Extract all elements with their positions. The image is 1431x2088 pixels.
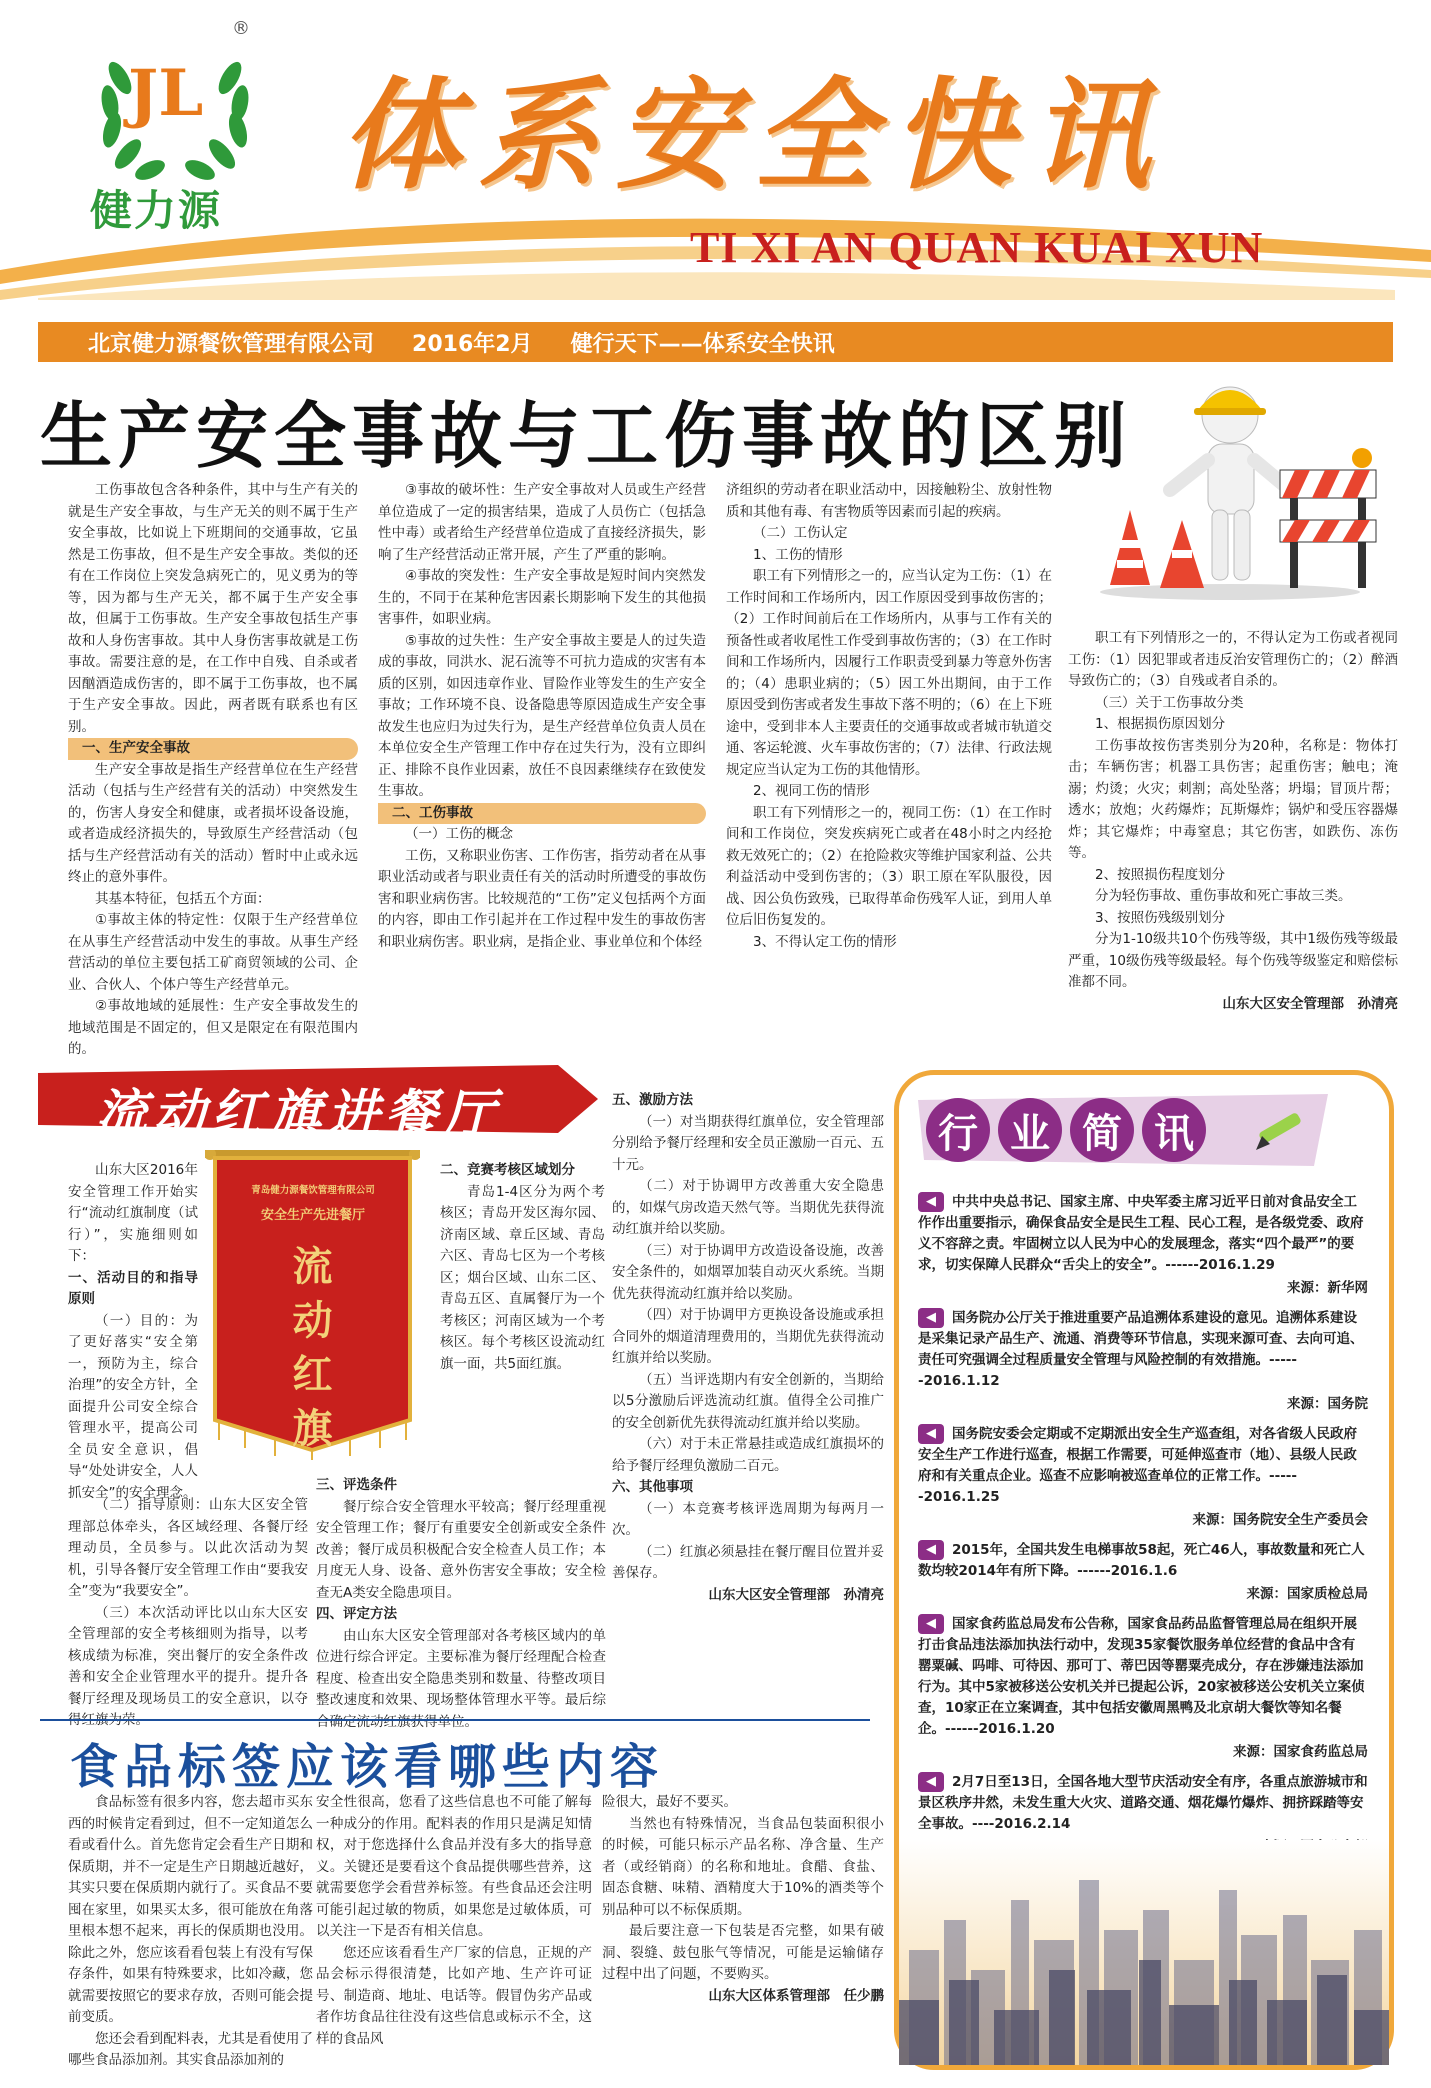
paragraph: 工伤事故按伤害类别分为20种，名称是：物体打击；车辆伤害；机器工具伤害；起重伤害；触电；淹溺；灼烫；火灾；刺割；高处坠落；坍塌；冒顶片帮；透水；放炮；火药爆炸；瓦斯爆炸；锅炉和受压容器爆炸；其它爆炸；中毒窒息；其它伤害，如跌伤、冻伤等。 bbox=[1068, 737, 1398, 861]
news-title-char: 讯 bbox=[1142, 1098, 1206, 1162]
company-logo bbox=[80, 18, 270, 235]
paragraph: 最后要注意一下包装是否完整，如果有破洞、裂缝、鼓包胀气等情况，可能是运输储存过程中出了问题，不要购买。 bbox=[602, 1923, 884, 1982]
paragraph: 2、按照损伤程度划分 bbox=[1095, 866, 1226, 883]
flag-subtitle: 安全生产先进餐厅 bbox=[260, 1208, 365, 1223]
section-heading: 三、评选条件 bbox=[316, 1477, 397, 1493]
article-3-column-3 bbox=[602, 1792, 884, 2007]
paragraph: 您还会看到配料表，尤其是看使用了哪些食品添加剂。其实食品添加剂的 bbox=[68, 2030, 313, 2068]
info-bar bbox=[38, 322, 1393, 362]
paragraph: ⑤事故的过失性：生产安全事故主要是人的过失造成的事故，同洪水、泥石流等不可抗力造成的灾害有本质的区别，如因违章作业、冒险作业等发生的生产安全事故；工作环境不良、设备隐患等原因造成生产安全事故发生也应归为过失行为，是生产经营单位负责人员在本单位安全生产管理工作中存在过失行为，没有立即纠正、排除不良作业因素，放任不良因素继续存在致使发生事故。 bbox=[378, 632, 706, 799]
red-flag-illustration bbox=[205, 1150, 420, 1460]
news-title-char: 简 bbox=[1070, 1098, 1134, 1162]
flag-char: 动 bbox=[292, 1297, 333, 1344]
paragraph: 职工有下列情形之一的，不得认定为工伤或者视同工伤：（1）因犯罪或者违反治安管理伤亡的；（2）醉酒导致伤亡的；（3）自残或者自杀的。 bbox=[1068, 630, 1398, 689]
news-text: 国家食药监总局发布公告称，国家食品药品监督管理总局在组织开展打击食品违法添加执法行动中，发现35家餐饮服务单位经营的食品中含有罂粟碱、吗啡、可待因、那可丁、蒂巴因等罂粟壳成分，存在涉嫌违法添加行为。其中5家被移送公安机关并已提起公诉，20家被移送公安机关立案侦查，10家正在立案调查，其中包括安徽周黑鸭及北京胡大餐饮等知名餐企。------2016.1.20 bbox=[918, 1616, 1365, 1737]
news-source: 来源：新华网 bbox=[1287, 1280, 1368, 1296]
newsletter-title: 体系安全快讯 bbox=[340, 65, 1168, 206]
paragraph: （二）对于协调甲方改善重大安全隐患的，如煤气房改造天然气等。当期优先获得流动红旗并给以奖励。 bbox=[612, 1178, 884, 1237]
news-text: 2015年，全国共发生电梯事故58起，死亡46人，事故数量和死亡人数均较2014年有所下降。------2016.1.6 bbox=[918, 1542, 1365, 1579]
article-2-column-3 bbox=[612, 1090, 884, 1606]
paragraph: ③事故的破坏性：生产安全事故对人员或生产经营单位造成了一定的损害结果，造成了人员伤亡（包括急性中毒）或者给生产经营单位造成了直接经济损失，影响了生产经营活动正常开展，产生了严重的影响。 bbox=[378, 482, 706, 563]
worker-illustration bbox=[1090, 370, 1380, 600]
news-text: 国务院安委会定期或不定期派出安全生产巡查组，对各省级人民政府安全生产工作进行巡查，根据工作需要，可延伸巡查市（地）、县级人民政府和有关重点企业。巡查不应影响被巡查单位的正常工作。------2016.1.25 bbox=[918, 1426, 1357, 1505]
article-1-column-2 bbox=[378, 480, 706, 953]
paragraph: 餐厅综合安全管理水平较高；餐厅经理重视安全管理工作；餐厅有重要安全创新或安全条件改善；餐厅成员积极配合安全检查人员工作；本月度无人身、设备、意外伤害安全事故；安全检查无A类安全隐患项目。 bbox=[316, 1498, 606, 1601]
paragraph: 1、工伤的情形 bbox=[753, 546, 843, 563]
flag-char: 流 bbox=[292, 1243, 333, 1290]
masthead bbox=[0, 0, 1431, 310]
news-item bbox=[918, 1192, 1368, 1296]
flag-text bbox=[205, 1240, 420, 1456]
section-heading: 二、工伤事故 bbox=[378, 803, 706, 825]
paragraph: ④事故的突发性：生产安全事故是短时间内突然发生的，不同于在某种危害因素长期影响下发生的其他损害事件，如职业病。 bbox=[378, 568, 706, 627]
paragraph: 2、视同工伤的情形 bbox=[753, 783, 870, 799]
paragraph: 分为1-10级共10个伤残等级，其中1级伤残等级最严重，10级伤残等级最轻。每个伤残等级鉴定和赔偿标准都不同。 bbox=[1068, 931, 1398, 990]
industry-news-title bbox=[918, 1094, 1328, 1166]
city-skyline-illustration bbox=[899, 1840, 1389, 2065]
flag-char: 红 bbox=[292, 1351, 333, 1398]
paragraph: 职工有下列情形之一的，视同工伤：（1）在工作时间和工作岗位，突发疾病死亡或者在48小时之内经抢救无效死亡的；（2）在抢险救灾等维护国家利益、公共利益活动中受到伤害的；（3）职工原在军队服役，因战、因公负伤致残，已取得革命伤残军人证，到用人单位后旧伤复发的。 bbox=[726, 804, 1052, 928]
paragraph: （一）本竞赛考核评选周期为每两月一次。 bbox=[612, 1500, 884, 1538]
paragraph: ②事故地域的延展性：生产安全事故发生的地域范围是不固定的，但又是限定在有限范围内的。 bbox=[68, 998, 358, 1057]
news-text: 中共中央总书记、国家主席、中央军委主席习近平日前对食品安全工作作出重要指示，确保食品安全是民生工程、民心工程，是各级党委、政府义不容辞之责。牢固树立以人民为中心的发展理念，落实“四个最严”的要求，切实保障人民群众“舌尖上的安全”。------2016.1.29 bbox=[918, 1194, 1364, 1273]
speaker-icon: ◀ bbox=[918, 1192, 944, 1212]
company-name: 北京健力源餐饮管理有限公司 bbox=[88, 331, 375, 357]
paragraph: （三）对于协调甲方改造设备设施，改善安全条件的，如烟罩加装自动灭火系统。当期优先获得流动红旗并给以奖励。 bbox=[612, 1242, 884, 1302]
section-heading: 二、竞赛考核区域划分 bbox=[440, 1162, 575, 1178]
article-1-column-4 bbox=[1068, 628, 1398, 1015]
paragraph: （一）目的：为了更好落实“安全第一，预防为主，综合治理”的安全方针，全面提升公司安全综合管理水平，提高公司全员安全意识，倡导“处处讲安全，人人抓安全”的安全理念。 bbox=[68, 1312, 198, 1501]
article-3-title: 食品标签应该看哪些内容 bbox=[70, 1739, 665, 1795]
paragraph: （四）对于协调甲方更换设备设施或承担合同外的烟道清理费用的，当期优先获得流动红旗并给以奖励。 bbox=[612, 1307, 884, 1366]
article-3-rule bbox=[40, 1712, 870, 1728]
speaker-icon: ◀ bbox=[918, 1614, 944, 1634]
paragraph: 工伤，又称职业伤害、工作伤害，指劳动者在从事职业活动或者与职业责任有关的活动时所遭受的事故伤害和职业病伤害。比较规范的“工伤”定义包括两个方面的内容，即由工作引起并在工作过程中发生的事故伤害和职业病伤害。职业病，是指企业、事业单位和个体经 bbox=[378, 847, 706, 950]
industry-news-title-text bbox=[926, 1098, 1206, 1162]
pen-icon bbox=[1248, 1100, 1318, 1160]
news-item bbox=[918, 1614, 1368, 1760]
paragraph: 3、不得认定工伤的情形 bbox=[753, 933, 897, 950]
paragraph: 分为轻伤事故、重伤事故和死亡事故三类。 bbox=[1095, 888, 1352, 904]
paragraph: 由山东大区安全管理部对各考核区域内的单位进行综合评定。主要标准为餐厅经理配合检查程度、检查出安全隐患类别和数量、待整改项目整改速度和效果、现场整体管理水平等。最后综合确定流动红旗获得单位。 bbox=[316, 1627, 606, 1730]
paragraph: ①事故主体的特定性：仅限于生产经营单位在从事生产经营活动中发生的事故。从事生产经营活动的单位主要包括工矿商贸领域的公司、企业、合伙人、个体户等生产经营单元。 bbox=[68, 912, 358, 993]
flag-company: 青岛健力源餐饮管理有限公司 bbox=[251, 1185, 375, 1196]
news-source: 来源：国务院 bbox=[1287, 1396, 1368, 1412]
news-text: 国务院办公厅关于推进重要产品追溯体系建设的意见。追溯体系建设是采集记录产品生产、流通、消费等环节信息，实现来源可查、去向可追、责任可究强调全过程质量安全管理与风险控制的有效措施。------2016.1.12 bbox=[918, 1310, 1364, 1389]
newsletter-pinyin: TI XI AN QUAN KUAI XUN bbox=[690, 223, 1264, 272]
logo-mark: JL bbox=[128, 56, 204, 131]
section-heading: 一、生产安全事故 bbox=[68, 738, 358, 760]
registered-mark: ® bbox=[232, 18, 250, 39]
paragraph: 青岛1-4区分为两个考核区；青岛开发区海尔园、济南区域、章丘区域、青岛六区、青岛七区为一个考核区；烟台区域、山东二区、青岛五区、直属餐厅为一个考核区；河南区域为一个考核区。每个考核区设流动红旗一面，共5面红旗。 bbox=[440, 1183, 605, 1372]
industry-news-list bbox=[918, 1192, 1368, 1867]
news-item bbox=[918, 1540, 1368, 1602]
paragraph: （一）工伤的概念 bbox=[405, 826, 513, 842]
paragraph: （六）对于未正常悬挂或造成红旗损坏的给予餐厅经理负激励二百元。 bbox=[612, 1436, 884, 1474]
section-heading: 六、其他事项 bbox=[612, 1479, 693, 1495]
paragraph: 济组织的劳动者在职业活动中，因接触粉尘、放射性物质和其他有毒、有害物质等因素而引起的疾病。 bbox=[726, 482, 1052, 520]
news-item bbox=[918, 1308, 1368, 1412]
news-source: 来源：国务院安全生产委员会 bbox=[1192, 1512, 1368, 1528]
paragraph: （二）工伤认定 bbox=[753, 525, 848, 541]
article-2-column-1-lower bbox=[68, 1495, 308, 1732]
paragraph: （三）关于工伤事故分类 bbox=[1095, 694, 1244, 711]
paragraph: （二）指导原则：山东大区安全管理部总体牵头，各区域经理、各餐厅经理动员，全员参与。以此次活动为契机，引导各餐厅安全管理工作由“要我安全”变为“我要安全”。 bbox=[68, 1497, 308, 1599]
speaker-icon: ◀ bbox=[918, 1308, 944, 1328]
news-text: 2月7日至13日，全国各地大型节庆活动安全有序，各重点旅游城市和景区秩序井然，未发生重大火灾、道路交通、烟花爆竹爆炸、拥挤踩踏等安全事故。----2016.2.14 bbox=[918, 1774, 1368, 1832]
news-item bbox=[918, 1424, 1368, 1528]
news-source: 来源：国家质检总局 bbox=[1246, 1586, 1368, 1602]
section-heading: 五、激励方法 bbox=[612, 1092, 693, 1108]
paragraph: 当然也有特殊情况，当食品包装面积很小的时候，可能只标示产品名称、净含量、生产者（或经销商）的名称和地址。食醋、食盐、固态食糖、味精、酒精度大于10%的酒类等个别品种可以不标保质期。 bbox=[602, 1815, 884, 1918]
paragraph: 您还应该看看生产厂家的信息，正规的产品会标示得很清楚，比如产地、生产许可证号、制造商、地址、电话等。假冒伪劣产品或者作坊食品往往没有这些信息或标示不全，这样的食品风 bbox=[316, 1944, 592, 2047]
article-1-title: 生产安全事故与工伤事故的区别 bbox=[40, 394, 1133, 478]
paragraph: 险很大，最好不要买。 bbox=[602, 1794, 737, 1810]
article-3-column-1 bbox=[68, 1792, 313, 2072]
speaker-icon: ◀ bbox=[918, 1540, 944, 1560]
article-2-column-2-lower bbox=[316, 1475, 606, 1733]
paragraph: 职工有下列情形之一的，应当认定为工伤：（1）在工作时间和工作场所内，因工作原因受到事故伤害的；（2）工作时间前后在工作场所内，从事与工作有关的预备性或者收尾性工作受到事故伤害的；（3）在工作时间和工作场所内，因履行工作职责受到暴力等意外伤害的；（4）患职业病的；（5）因工外出期间，由于工作原因受到伤害或者发生事故下落不明的；（6）在上下班途中，受到非本人主要责任的交通事故或者城市轨道交通、客运轮渡、火车事故伤害的；（7）法律、行政法规规定应当认定为工伤的其他情形。 bbox=[726, 568, 1052, 778]
paragraph: （二）红旗必须悬挂在餐厅醒目位置并妥善保存。 bbox=[612, 1543, 884, 1581]
issue-date: 2016年2月 bbox=[412, 331, 533, 357]
paragraph: （一）对当期获得红旗单位，安全管理部分别给予餐厅经理和安全员正激励一百元、五十元。 bbox=[612, 1113, 884, 1173]
paragraph: （三）本次活动评比以山东大区安全管理部的安全考核细则为指导，以考核成绩为标准，突出餐厅的安全条件改善和安全企业管理水平的提升。提升各餐厅经理及现场员工的安全意识，以夺得红旗为荣。 bbox=[68, 1604, 308, 1728]
paragraph: 食品标签有很多内容，您去超市买东西的时候肯定看到过，但不一定知道怎么看或看什么。首先您肯定会看生产日期和保质期，并不一定是生产日期越近越好，其实只要在保质期内就行了。买食品不要囤在家里，如果买太多，很可能放在角落里根本想不起来，再长的保质期也没用。除此之外，您应该看看包装上有没有写保存条件，如果有特殊要求，比如冷藏，您就需要按照它的要求存放，否则可能会提前变质。 bbox=[68, 1794, 313, 2025]
paragraph: 1、根据损伤原因划分 bbox=[1095, 716, 1226, 732]
article-2-column-1 bbox=[68, 1160, 198, 1504]
paragraph: （五）当评选期内有安全创新的，当期给以5分激励后评选流动红旗。值得全公司推广的安全创新优先获得流动红旗并给以奖励。 bbox=[612, 1371, 884, 1431]
slogan: 健行天下——体系安全快讯 bbox=[570, 331, 835, 357]
article-2-column-2 bbox=[440, 1160, 605, 1375]
paragraph: 安全性很高，您看了这些信息也不可能了解每一种成分的作用。配料表的作用只是满足知情权，对于您选择什么食品并没有多大的指导意义。关键还是要看这个食品提供哪些营养，这就需要您学会看营养标签。有些食品还会注明可能引起过敏的物质，如果您是过敏体质，可以关注一下是否有相关信息。 bbox=[316, 1794, 592, 1939]
byline: 山东大区体系管理部 任少鹏 bbox=[708, 1987, 884, 2004]
article-2-title: 流动红旗进餐厅 bbox=[95, 1084, 502, 1145]
speaker-icon: ◀ bbox=[918, 1772, 944, 1792]
flag-char: 旗 bbox=[292, 1405, 333, 1452]
news-source: 来源：国家食药监总局 bbox=[1233, 1744, 1368, 1760]
section-heading: 四、评定方法 bbox=[316, 1606, 397, 1622]
section-heading: 一、活动目的和指导原则 bbox=[68, 1269, 198, 1307]
paragraph: 山东大区2016年安全管理工作开始实行“流动红旗制度（试行）”，实施细则如下： bbox=[68, 1162, 198, 1264]
paragraph: 3、按照伤残级别划分 bbox=[1095, 909, 1226, 926]
paragraph: 工伤事故包含各种条件，其中与生产有关的就是生产安全事故，与生产无关的则不属于生产安全事故，比如说上下班期间的交通事故，它虽然是工伤事故，但不是生产安全事故。类似的还有在工作岗位上突发急病死亡的，见义勇为的等等，因为都与生产无关，都不属于生产安全事故，但属于工伤事故。生产安全事故包括生产事故和人身伤害事故。其中人身伤害事故就是工伤事故。需要注意的是，在工作中自残、自杀或者因酗酒造成伤害的，即不属于工伤事故，也不属于生产安全事故。因此，两者既有联系也有区别。 bbox=[68, 482, 358, 735]
logo-name: 健力源 bbox=[90, 186, 223, 235]
byline: 山东大区安全管理部 孙清亮 bbox=[708, 1586, 884, 1603]
news-title-char: 业 bbox=[998, 1098, 1062, 1162]
paragraph: 其基本特征，包括五个方面： bbox=[95, 890, 271, 907]
article-3-column-2 bbox=[316, 1792, 592, 2050]
byline: 山东大区安全管理部 孙清亮 bbox=[1222, 995, 1398, 1012]
article-1-column-3 bbox=[726, 480, 1052, 953]
paragraph: 生产安全事故是指生产经营单位在生产经营活动（包括与生产经营有关的活动）中突然发生的，伤害人身安全和健康，或者损坏设备设施，或者造成经济损失的，导致原生产经营活动（包括与生产经营活动有关的活动）暂时中止或永远终止的意外事件。 bbox=[68, 761, 358, 885]
news-title-char: 行 bbox=[926, 1098, 990, 1162]
speaker-icon: ◀ bbox=[918, 1424, 944, 1444]
article-1-column-1 bbox=[68, 480, 358, 1061]
